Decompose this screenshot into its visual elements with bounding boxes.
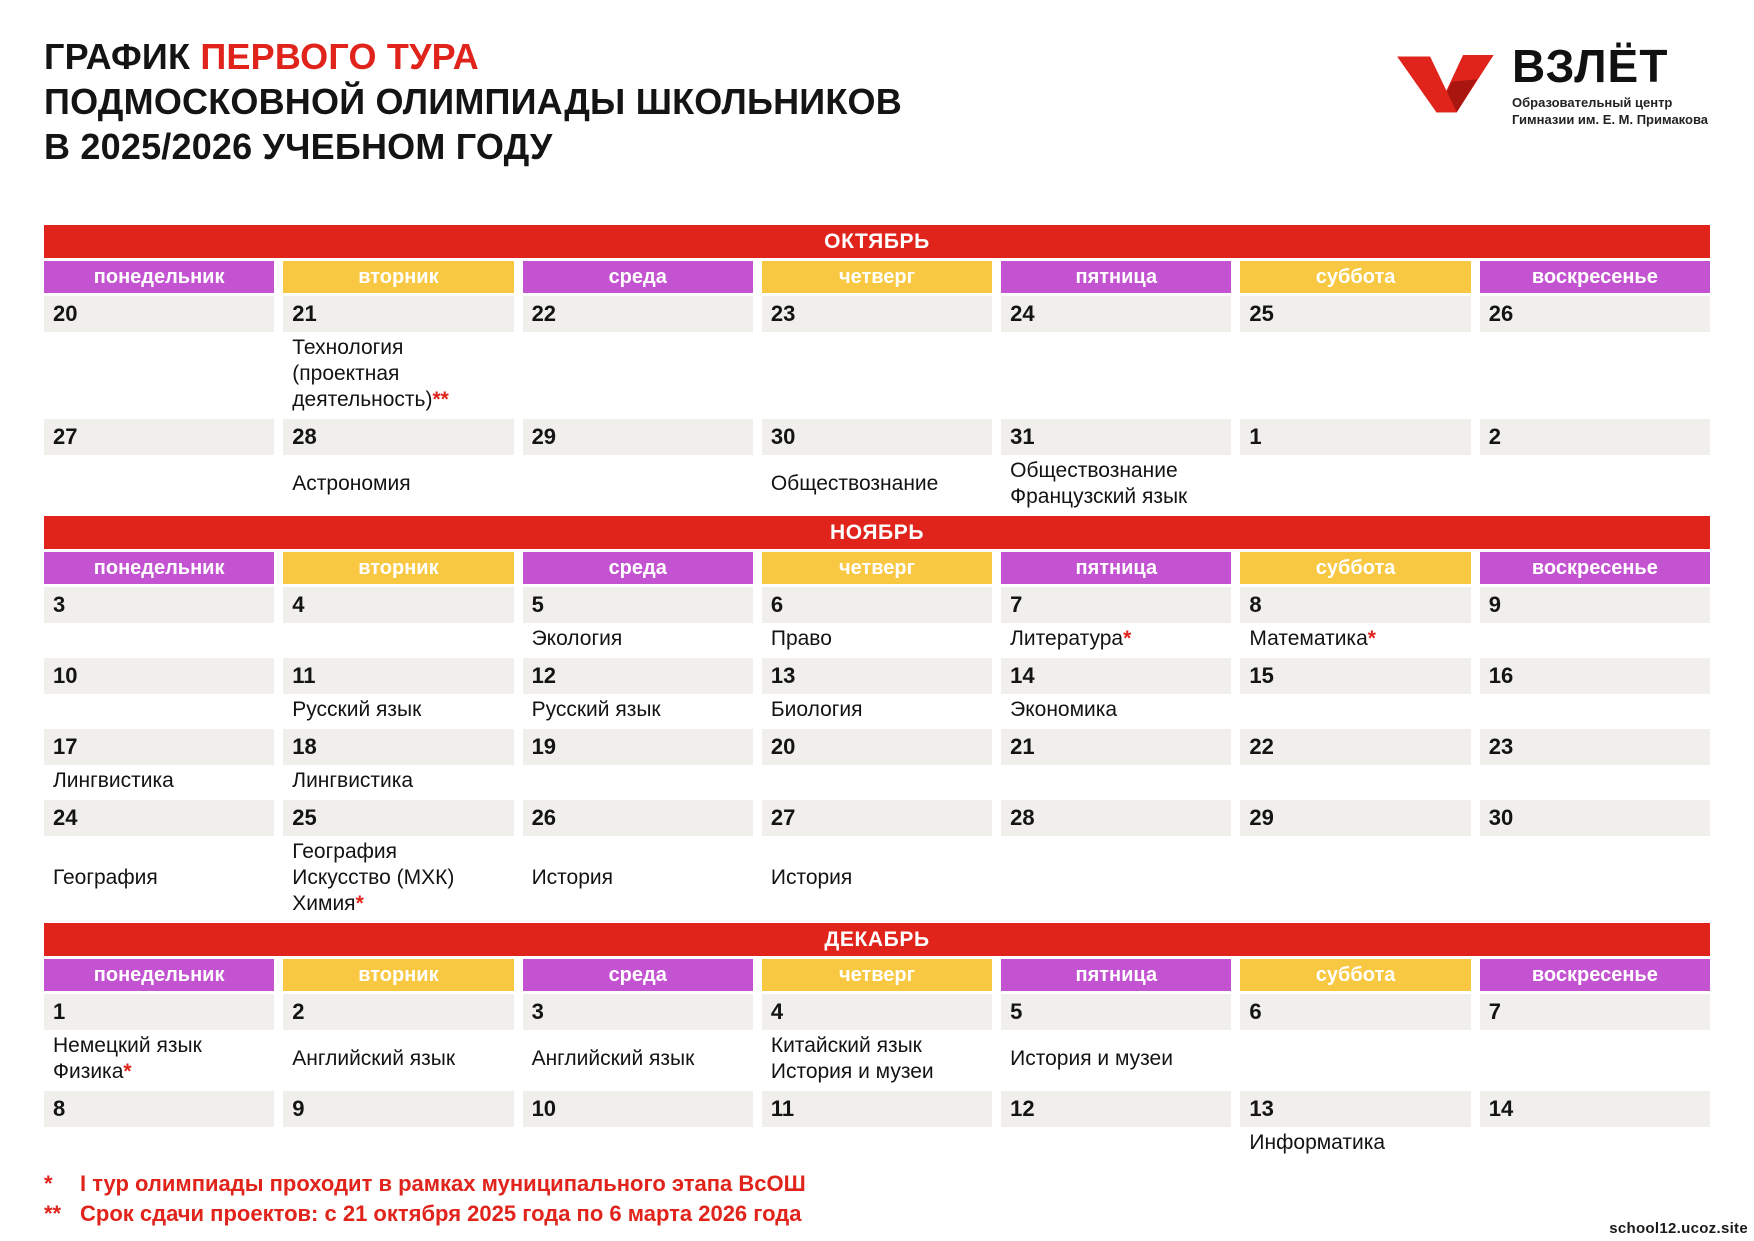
date-cell: 6 [762,587,992,623]
weekday-saturday: суббота [1240,261,1470,293]
subject-cell [283,455,513,513]
subject-label: Французский язык [1010,485,1188,508]
logo-subtitle-line-2: Гимназии им. Е. М. Примакова [1511,112,1708,127]
subject-cell [523,765,753,797]
subject-label: Искусство (МХК) [292,866,455,889]
weekday-tuesday: вторник [283,959,513,991]
footnote-1 [44,1169,1710,1199]
date-cell: 28 [1001,800,1231,836]
subject-label: Экология [531,627,623,650]
subject-cell [1480,836,1710,920]
subjects-row [44,623,1710,655]
subject-cell [1001,1127,1231,1159]
vzlet-v-icon [1394,44,1496,124]
weekday-sunday: воскресенье [1480,552,1710,584]
subject-cell [523,1030,753,1088]
subject-cell [1480,455,1710,513]
date-cell: 24 [1001,296,1231,332]
subject-cell [283,332,513,416]
subject-cell [283,694,513,726]
date-cell: 28 [283,419,513,455]
weekday-monday: понедельник [44,552,274,584]
date-cell: 6 [1240,994,1470,1030]
month-header-december: ДЕКАБРЬ [44,923,1710,956]
date-row [44,1091,1710,1127]
subject-cell [1480,694,1710,726]
title-line-1 [44,34,902,79]
date-row [44,296,1710,332]
date-cell: 19 [523,729,753,765]
date-cell: 12 [523,658,753,694]
date-cell: 7 [1001,587,1231,623]
subject-cell [283,1030,513,1088]
logo-text [1511,40,1708,128]
subject-cell [1001,623,1231,655]
weekday-thursday: четверг [762,552,992,584]
subject-cell [1001,836,1231,920]
subject-cell [283,765,513,797]
weekday-row [44,959,1710,991]
date-row [44,419,1710,455]
date-row [44,729,1710,765]
date-cell: 9 [283,1091,513,1127]
subject-cell [283,623,513,655]
subject-cell [1480,1030,1710,1088]
weekday-thursday: четверг [762,959,992,991]
header [44,34,1710,169]
weekday-row [44,552,1710,584]
title-line-2: ПОДМОСКОВНОЙ ОЛИМПИАДЫ ШКОЛЬНИКОВ [44,81,902,122]
subject-cell [1480,765,1710,797]
subject-cell [44,836,274,920]
weekday-wednesday: среда [523,261,753,293]
date-cell: 20 [44,296,274,332]
subject-cell [1001,1030,1231,1088]
subject-cell [1240,1030,1470,1088]
logo-subtitle-line-1: Образовательный центр [1511,95,1673,110]
subjects-row [44,332,1710,416]
date-cell: 2 [283,994,513,1030]
date-cell: 14 [1001,658,1231,694]
title-accent: ПЕРВОГО ТУРА [200,36,479,77]
subject-cell [44,1030,274,1088]
subject-cell [283,1127,513,1159]
footnote-2-marker: ** [44,1201,62,1226]
date-cell: 13 [1240,1091,1470,1127]
subject-cell [762,1127,992,1159]
subject-label: Английский язык [292,1047,456,1070]
footnotes [44,1169,1710,1229]
logo-wordmark: ВЗЛЁТ [1511,40,1669,92]
date-cell: 29 [1240,800,1470,836]
weekday-monday: понедельник [44,261,274,293]
weekday-friday: пятница [1001,552,1231,584]
date-cell: 23 [1480,729,1710,765]
month-header-november: НОЯБРЬ [44,516,1710,549]
date-cell: 17 [44,729,274,765]
month-section-november [44,516,1710,920]
date-cell: 10 [523,1091,753,1127]
date-cell: 10 [44,658,274,694]
subject-label: Технология (проектная деятельность)** [292,336,449,411]
subject-cell [762,623,992,655]
date-cell: 5 [523,587,753,623]
subject-label: Астрономия [292,472,411,495]
subject-cell [1001,765,1231,797]
subjects-row [44,1030,1710,1088]
subject-label: Английский язык [531,1047,695,1070]
date-row [44,658,1710,694]
date-cell: 18 [283,729,513,765]
logo [1394,40,1708,128]
date-cell: 12 [1001,1091,1231,1127]
date-cell: 3 [44,587,274,623]
subject-label: Литература* [1010,627,1132,650]
date-cell: 23 [762,296,992,332]
date-cell: 25 [1240,296,1470,332]
date-cell: 3 [523,994,753,1030]
subject-label: Химия* [292,892,364,915]
subject-cell [44,1127,274,1159]
asterisk-marker: * [123,1060,132,1083]
date-cell: 20 [762,729,992,765]
date-cell: 14 [1480,1091,1710,1127]
footnote-1-text: I тур олимпиады проходит в рамках муниципального этапа ВсОШ [80,1171,806,1196]
date-cell: 9 [1480,587,1710,623]
date-row [44,587,1710,623]
subject-cell [44,455,274,513]
subject-cell [762,332,992,416]
subject-cell [523,455,753,513]
subject-cell [1001,455,1231,513]
date-cell: 2 [1480,419,1710,455]
title-line-3: В 2025/2026 УЧЕБНОМ ГОДУ [44,126,553,167]
subject-label: Немецкий язык [53,1034,202,1057]
subject-label: История [770,866,853,889]
calendar [44,225,1710,1159]
weekday-row [44,261,1710,293]
subject-label: Математика* [1249,627,1376,650]
subject-cell [1240,765,1470,797]
subject-cell [762,694,992,726]
subject-cell [762,455,992,513]
date-cell: 25 [283,800,513,836]
subject-label: География [292,840,398,863]
date-cell: 4 [762,994,992,1030]
date-cell: 11 [283,658,513,694]
subjects-row [44,836,1710,920]
subject-cell [762,1030,992,1088]
subject-cell [283,836,513,920]
weekday-monday: понедельник [44,959,274,991]
subject-cell [44,765,274,797]
date-cell: 31 [1001,419,1231,455]
date-cell: 16 [1480,658,1710,694]
asterisk-marker: ** [432,388,449,411]
date-cell: 11 [762,1091,992,1127]
subject-cell [1480,623,1710,655]
month-section-december [44,923,1710,1159]
subject-label: Обществознание [1010,459,1178,482]
subjects-row [44,1127,1710,1159]
weekday-tuesday: вторник [283,552,513,584]
month-header-october: ОКТЯБРЬ [44,225,1710,258]
date-cell: 22 [523,296,753,332]
subject-cell [1480,1127,1710,1159]
date-cell: 27 [762,800,992,836]
weekday-sunday: воскресенье [1480,261,1710,293]
date-cell: 7 [1480,994,1710,1030]
subject-label: Лингвистика [292,769,414,792]
date-cell: 5 [1001,994,1231,1030]
logo-subtitle [1512,94,1708,128]
subject-cell [44,332,274,416]
subject-cell [1240,836,1470,920]
weekday-sunday: воскресенье [1480,959,1710,991]
subject-label: Физика* [53,1060,132,1083]
footnote-2-text: Срок сдачи проектов: с 21 октября 2025 года по 6 марта 2026 года [80,1201,802,1226]
subject-label: Биология [770,698,863,721]
weekday-thursday: четверг [762,261,992,293]
asterisk-marker: * [1123,627,1132,650]
subject-label: История и музеи [1010,1047,1173,1070]
date-row [44,800,1710,836]
subject-label: Русский язык [292,698,422,721]
subject-label: История [531,866,613,889]
footnote-1-marker: * [44,1171,53,1196]
subjects-row [44,765,1710,797]
weekday-friday: пятница [1001,261,1231,293]
weekday-saturday: суббота [1240,959,1470,991]
date-cell: 1 [44,994,274,1030]
page-title [44,34,902,169]
subject-cell [1240,1127,1470,1159]
date-cell: 30 [762,419,992,455]
date-cell: 15 [1240,658,1470,694]
subject-cell [44,694,274,726]
subject-cell [1240,332,1470,416]
date-cell: 22 [1240,729,1470,765]
date-cell: 26 [1480,296,1710,332]
subject-cell [523,332,753,416]
subject-cell [1240,455,1470,513]
weekday-saturday: суббота [1240,552,1470,584]
weekday-wednesday: среда [523,959,753,991]
subject-label: География [53,866,158,889]
subject-cell [762,836,992,920]
watermark: school12.ucoz.site [1609,1220,1748,1237]
date-cell: 13 [762,658,992,694]
subject-cell [523,1127,753,1159]
subject-label: Китайский язык [770,1034,922,1057]
date-row [44,994,1710,1030]
subject-label: Русский язык [531,698,661,721]
footnote-2 [44,1199,1710,1229]
date-cell: 27 [44,419,274,455]
subjects-row [44,694,1710,726]
subject-label: Экономика [1010,698,1118,721]
date-cell: 8 [44,1091,274,1127]
subject-cell [523,623,753,655]
subject-cell [523,694,753,726]
subject-cell [1240,623,1470,655]
subject-cell [44,623,274,655]
date-cell: 26 [523,800,753,836]
subject-cell [1001,332,1231,416]
date-cell: 24 [44,800,274,836]
date-cell: 8 [1240,587,1470,623]
asterisk-marker: * [355,892,364,915]
subject-cell [1001,694,1231,726]
subject-label: История и музеи [770,1060,934,1083]
subjects-row [44,455,1710,513]
date-cell: 21 [283,296,513,332]
subject-cell [1240,694,1470,726]
subject-label: Право [770,627,832,650]
date-cell: 30 [1480,800,1710,836]
subject-label: Лингвистика [53,769,174,792]
subject-label: Обществознание [770,472,939,495]
month-section-october [44,225,1710,513]
date-cell: 1 [1240,419,1470,455]
asterisk-marker: * [1367,627,1376,650]
weekday-friday: пятница [1001,959,1231,991]
title-black: ГРАФИК [44,36,201,77]
subject-cell [523,836,753,920]
subject-label: Информатика [1249,1131,1386,1154]
date-cell: 29 [523,419,753,455]
subject-cell [762,765,992,797]
weekday-tuesday: вторник [283,261,513,293]
date-cell: 21 [1001,729,1231,765]
weekday-wednesday: среда [523,552,753,584]
date-cell: 4 [283,587,513,623]
subject-cell [1480,332,1710,416]
